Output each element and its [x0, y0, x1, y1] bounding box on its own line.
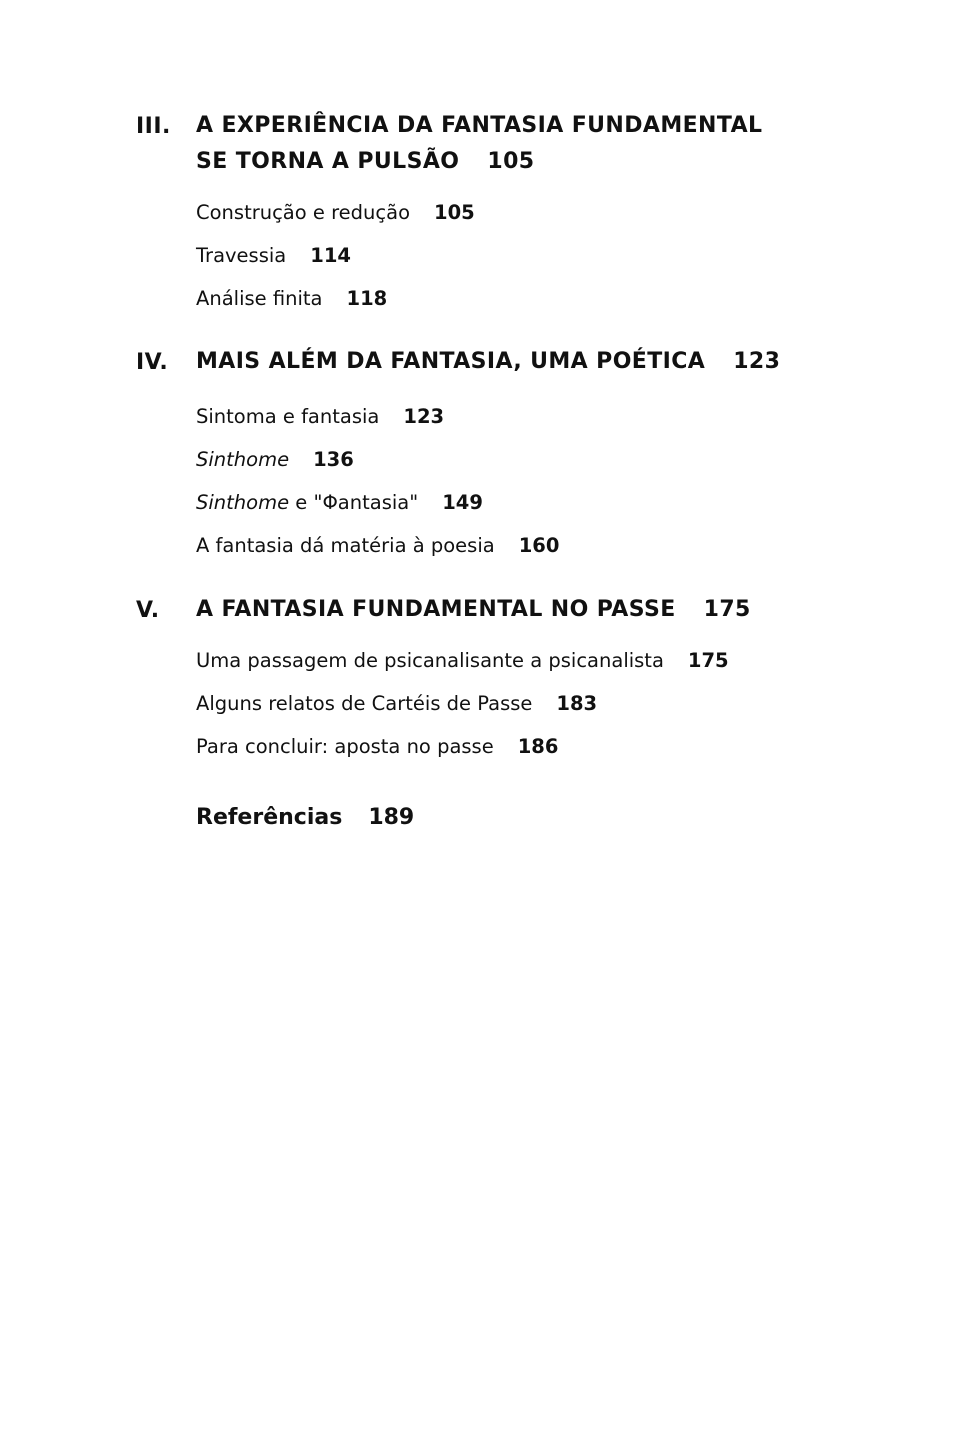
- toc-entry[interactable]: [196, 447, 354, 473]
- entry-title: Construção e redução: [196, 201, 411, 224]
- entry-title: Para concluir: aposta no passe: [196, 735, 494, 758]
- toc-entry[interactable]: [196, 691, 597, 717]
- entry-page-number: 149: [442, 491, 483, 514]
- toc-entry[interactable]: [196, 404, 444, 430]
- chapter-title-text: MAIS ALÉM DA FANTASIA, UMA POÉTICA: [196, 349, 706, 374]
- entry-title: Travessia: [196, 244, 287, 267]
- toc-entry[interactable]: [196, 243, 351, 269]
- entry-page-number: 114: [310, 244, 351, 267]
- entry-page-number: 186: [517, 735, 559, 758]
- entry-page-number: 183: [556, 692, 598, 715]
- chapter-page-number: 123: [733, 349, 781, 374]
- entry-title: Análise finita: [196, 287, 323, 310]
- chapter-page-number: 105: [487, 149, 535, 174]
- entry-title-rest: e "Φantasia": [289, 491, 419, 514]
- chapter-number: V.: [136, 598, 160, 623]
- entry-page-number: 160: [518, 534, 560, 557]
- chapter-title: [196, 108, 762, 180]
- entry-title: Uma passagem de psicanalisante a psicanalista: [196, 649, 664, 672]
- chapter-title-text: A FANTASIA FUNDAMENTAL NO PASSE: [196, 597, 676, 622]
- toc-entry[interactable]: [196, 490, 483, 516]
- chapter-page-number: 175: [703, 597, 751, 622]
- chapter-title: [196, 344, 780, 380]
- references-title: Referências: [196, 805, 343, 830]
- toc-entry[interactable]: [196, 533, 559, 559]
- entry-page-number: 118: [346, 287, 388, 310]
- entry-title-italic: Sinthome: [196, 491, 290, 514]
- toc-entry[interactable]: [196, 734, 558, 760]
- chapter-title-line2: [196, 144, 762, 180]
- entry-title: A fantasia dá matéria à poesia: [196, 534, 495, 557]
- references-page-number: 189: [368, 805, 415, 830]
- chapter-number: IV.: [136, 350, 169, 375]
- references-entry[interactable]: [196, 805, 414, 830]
- entry-page-number: 136: [313, 448, 354, 471]
- entry-page-number: 123: [403, 405, 445, 428]
- chapter-title-line1: A EXPERIÊNCIA DA FANTASIA FUNDAMENTAL: [196, 113, 763, 138]
- toc-entry[interactable]: [196, 648, 729, 674]
- entry-page-number: 175: [687, 649, 729, 672]
- entry-title: Alguns relatos de Cartéis de Passe: [196, 692, 533, 715]
- chapter-title-line2-text: SE TORNA A PULSÃO: [196, 149, 460, 174]
- toc-entry[interactable]: [196, 286, 387, 312]
- entry-page-number: 105: [434, 201, 475, 224]
- entry-title: Sintoma e fantasia: [196, 405, 380, 428]
- toc-entry[interactable]: [196, 200, 475, 226]
- chapter-number: III.: [136, 114, 171, 139]
- entry-title-italic: Sinthome: [196, 448, 290, 471]
- chapter-title: [196, 592, 751, 628]
